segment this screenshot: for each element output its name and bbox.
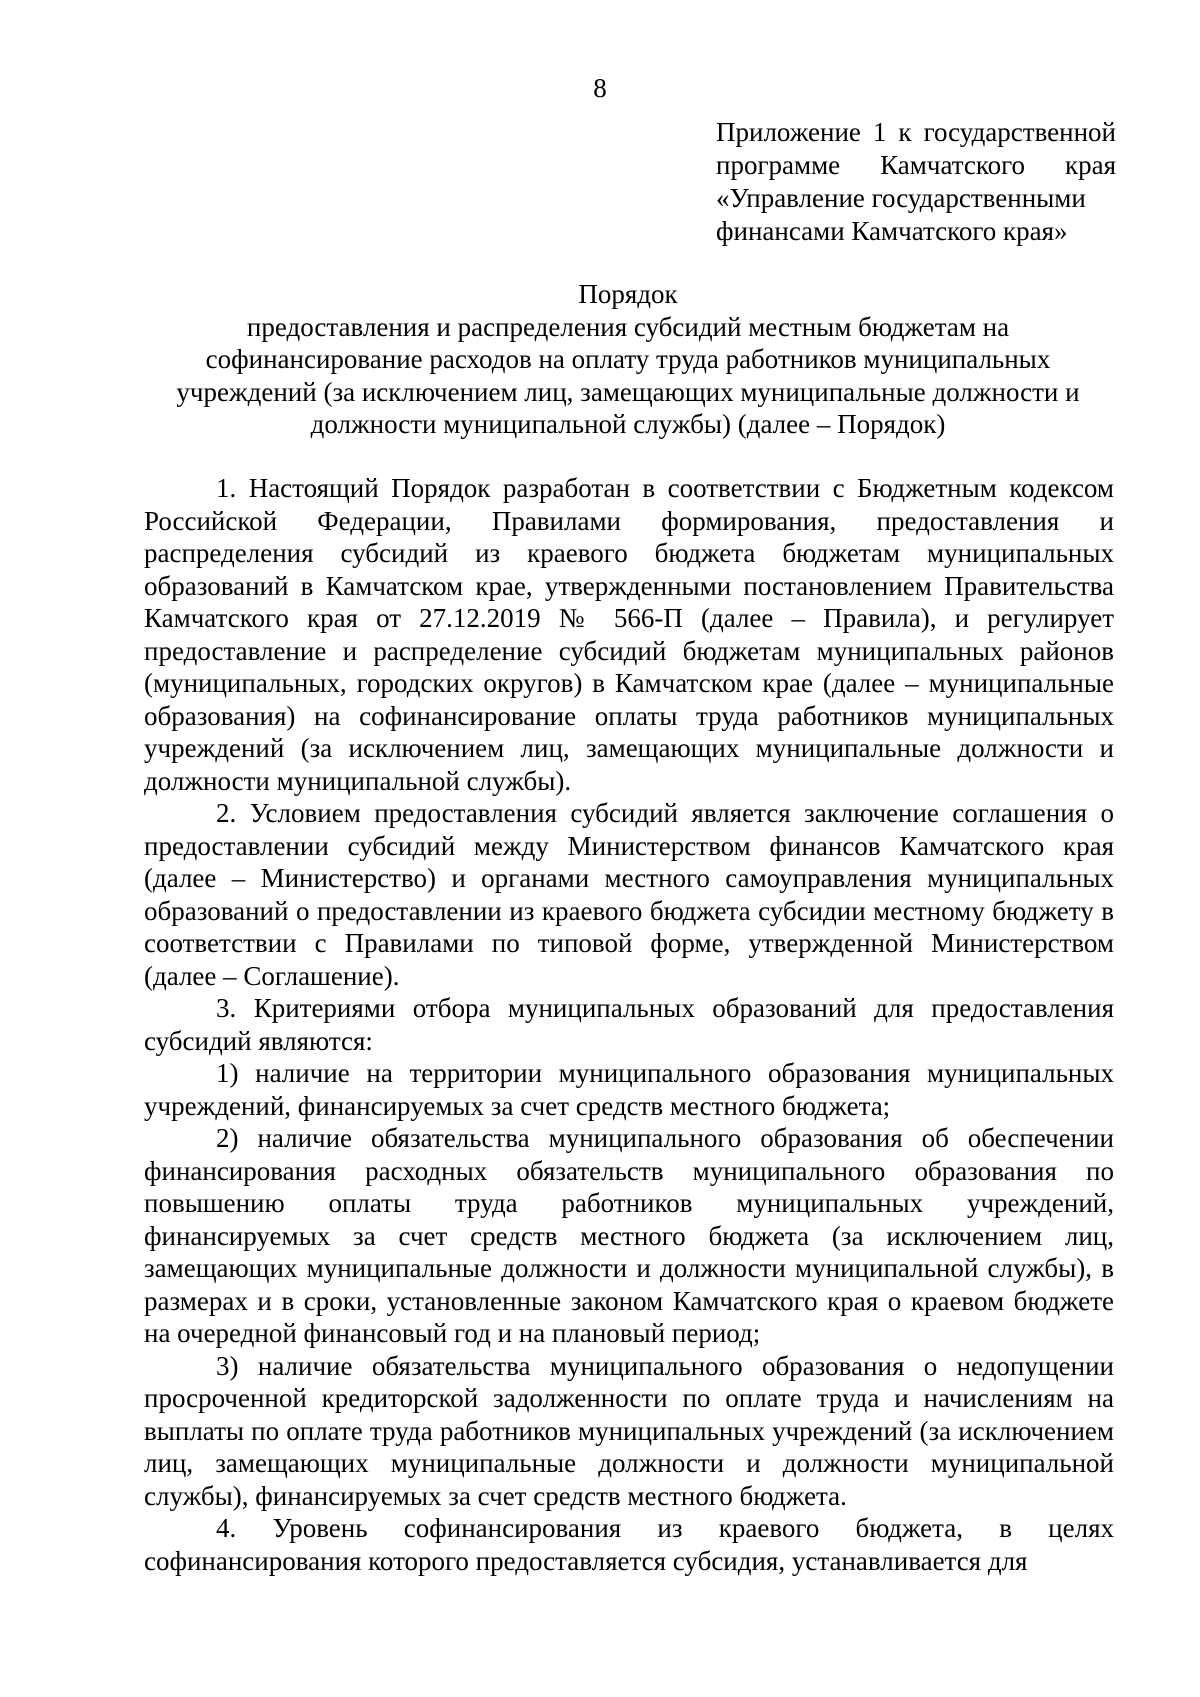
appendix-line: программе Камчатского края: [716, 150, 1116, 180]
appendix-line: «Управление государственными: [716, 183, 1086, 213]
paragraph-3-item-3: 3) наличие обязательства муниципального образования о недопущении просроченной кредиторской задолженности по оплате труда и начислениям на выплаты по оплате труда работников муниципальных учреждений (за исключением лиц, замещающих муниципальные должности и должности муниципальной службы), финансируемых за счет средств местного бюджета.: [144, 1350, 1114, 1511]
appendix-line: Приложение 1 к государственной: [716, 117, 1116, 147]
title-heading: Порядок: [578, 279, 678, 309]
paragraph-2: 2. Условием предоставления субсидий является заключение соглашения о предоставлении субсидий между Министерством финансов Камчатского края (далее – Министерство) и органами местного самоуправления муниципальных образований о предоставлении из краевого бюджета субсидии местному бюджету в соответствии с Правилами по типовой форме, утвержденной Министерством (далее – Соглашение).: [144, 798, 1114, 991]
paragraph-3: 3. Критериями отбора муниципальных образований для предоставления субсидий являются:: [144, 993, 1114, 1056]
paragraph-3-item-2: 2) наличие обязательства муниципального образования об обеспечении финансирования расходных обязательств муниципального образования по повышению оплаты труда работников муниципальных учреждений, финансируемых за счет средств местного бюджета (за исключением лиц, замещающих муниципальные должности и должности муниципальной службы), в размерах и в сроки, установленные законом Камчатского края о краевом бюджете на очередной финансовый год и на плановый период;: [144, 1123, 1114, 1348]
title-line: предоставления и распределения субсидий местным бюджетам на: [246, 311, 1010, 342]
page-number: 8: [593, 73, 607, 103]
paragraph-4: 4. Уровень софинансирования из краевого бюджета, в целях софинансирования которого предоставляется субсидия, устанавливается для: [144, 1513, 1114, 1576]
appendix-reference: [716, 116, 1116, 248]
document-body: [144, 472, 1114, 1577]
paragraph-3-item-1: 1) наличие на территории муниципального образования муниципальных учреждений, финансируемых за счет средств местного бюджета;: [144, 1058, 1114, 1121]
title-line: должности муниципальной службы) (далее – Порядок): [310, 409, 946, 439]
title-line: учреждений (за исключением лиц, замещающих муниципальные должности и: [176, 376, 1080, 407]
paragraph-1: 1. Настоящий Порядок разработан в соответствии с Бюджетным кодексом Российской Федерации, Правилами формирования, предоставления и распределения субсидий из краевого бюджета бюджетам муниципальных образований в Камчатском крае, утвержденными постановлением Правительства Камчатского края от 27.12.2019 № 566-П (далее – Правила), и регулирует предоставление и распределение субсидий бюджетам муниципальных районов (муниципальных, городских округов) в Камчатском крае (далее – муниципальные образования) на софинансирование оплаты труда работников муниципальных учреждений (за исключением лиц, замещающих муниципальные должности и должности муниципальной службы).: [144, 473, 1114, 796]
document-title: [130, 278, 1126, 441]
title-line: софинансирование расходов на оплату труда работников муниципальных: [205, 344, 1051, 374]
appendix-line: финансами Камчатского края»: [716, 216, 1068, 246]
